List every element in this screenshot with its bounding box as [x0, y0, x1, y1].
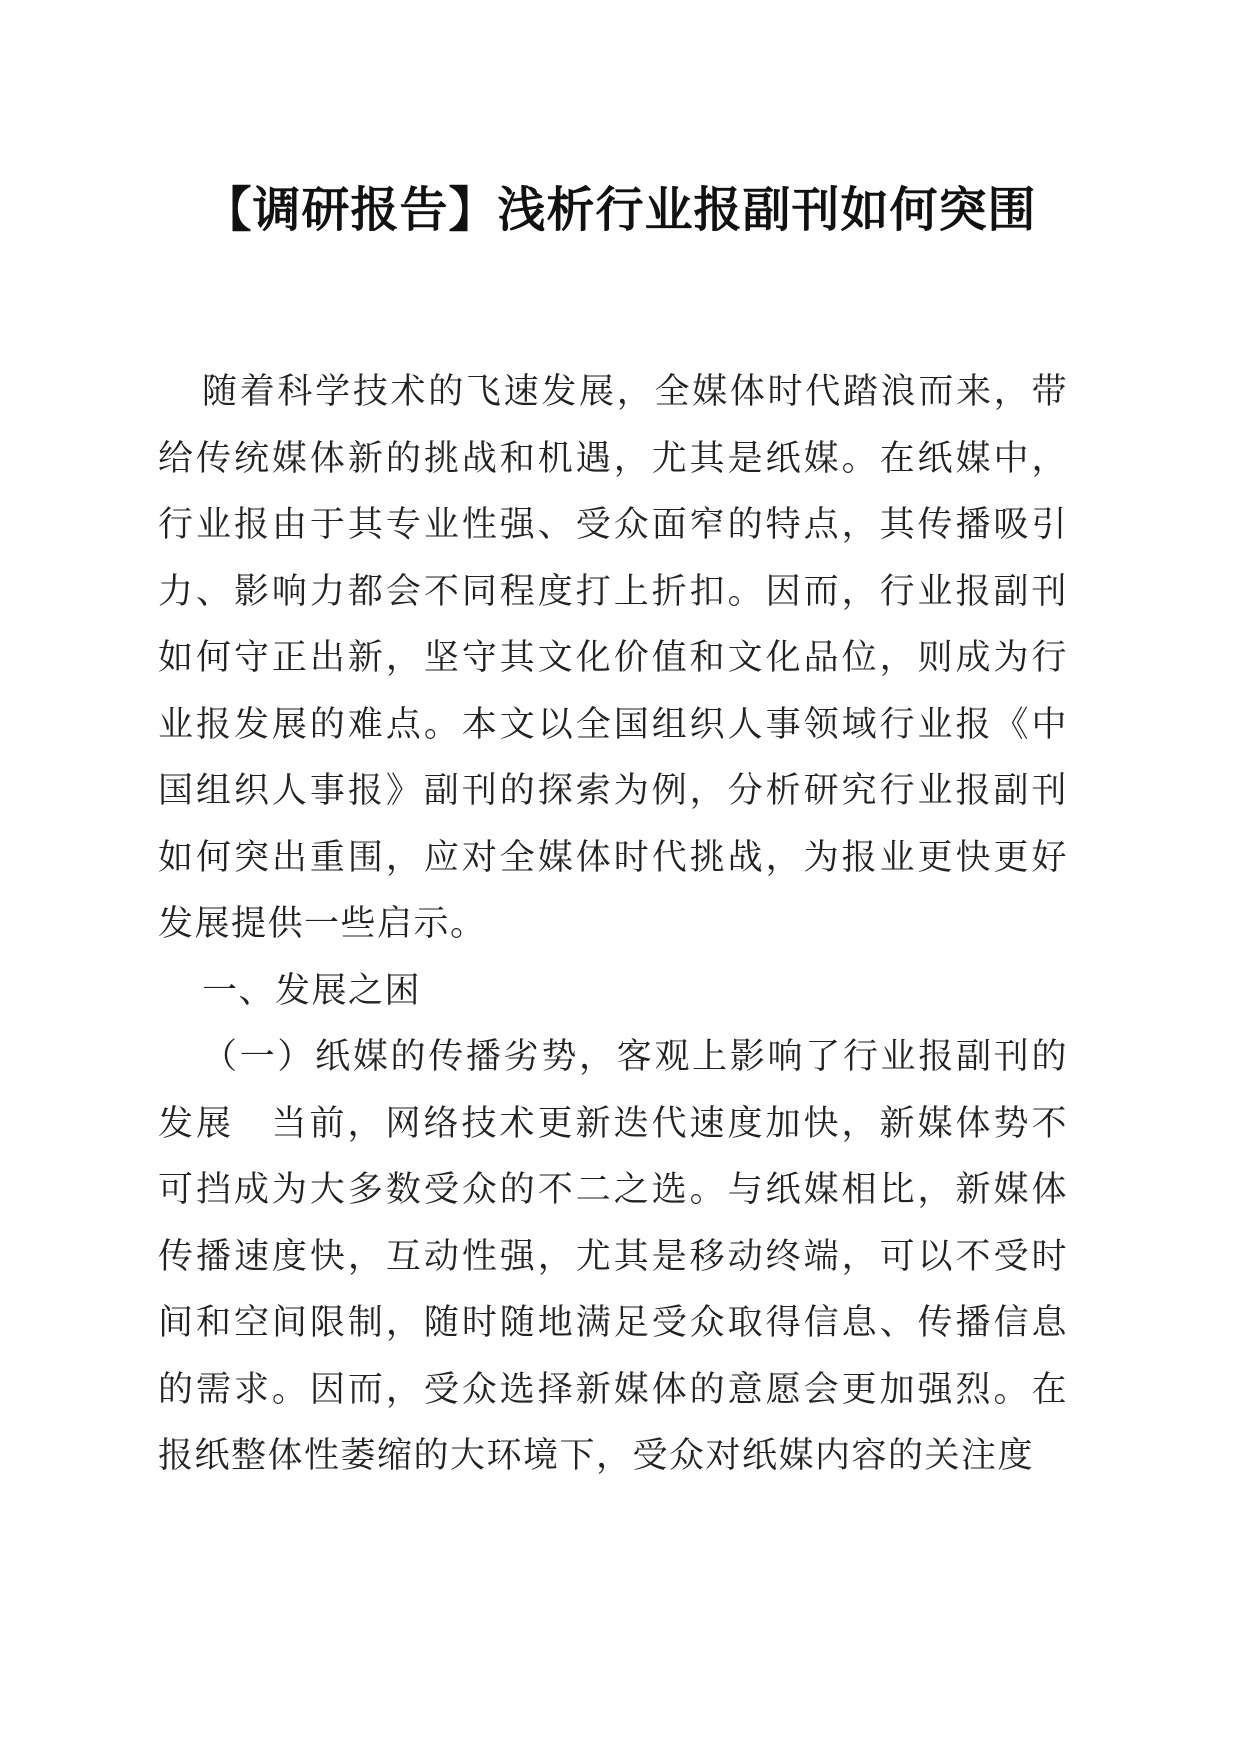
subsection-text: 当前，网络技术更新迭代速度加快，新媒体势不可挡成为大多数受众的不二之选。与纸媒相比，新媒体传播速度快，互动性强，尤其是移动终端，可以不受时间和空间限制，随时随地满足受众取得信息、传播信息的需求。因而，受众选择新媒体的意愿会更加强烈。在报纸整体性萎缩的大环境下，受众对纸媒内容的关注度: [158, 1103, 1068, 1476]
subsection-paragraph: [158, 1024, 1068, 1490]
subsection-heading: （一）纸媒的传播劣势，客观上影响了行业报副刊的发展: [158, 1037, 1068, 1144]
intro-paragraph: 随着科学技术的飞速发展，全媒体时代踏浪而来，带给传统媒体新的挑战和机遇，尤其是纸媒。在纸媒中，行业报由于其专业性强、受众面窄的特点，其传播吸引力、影响力都会不同程度打上折扣。因而，行业报副刊如何守正出新，坚守其文化价值和文化品位，则成为行业报发展的难点。本文以全国组织人事领域行业报《中国组织人事报》副刊的探索为例，分析研究行业报副刊如何突出重围，应对全媒体时代挑战，为报业更快更好发展提供一些启示。: [158, 372, 1068, 944]
document-body: [158, 359, 1068, 1490]
section-heading: 一、发展之困: [202, 970, 422, 1011]
document-title: 【调研报告】浅析行业报副刊如何突围: [203, 182, 1037, 238]
